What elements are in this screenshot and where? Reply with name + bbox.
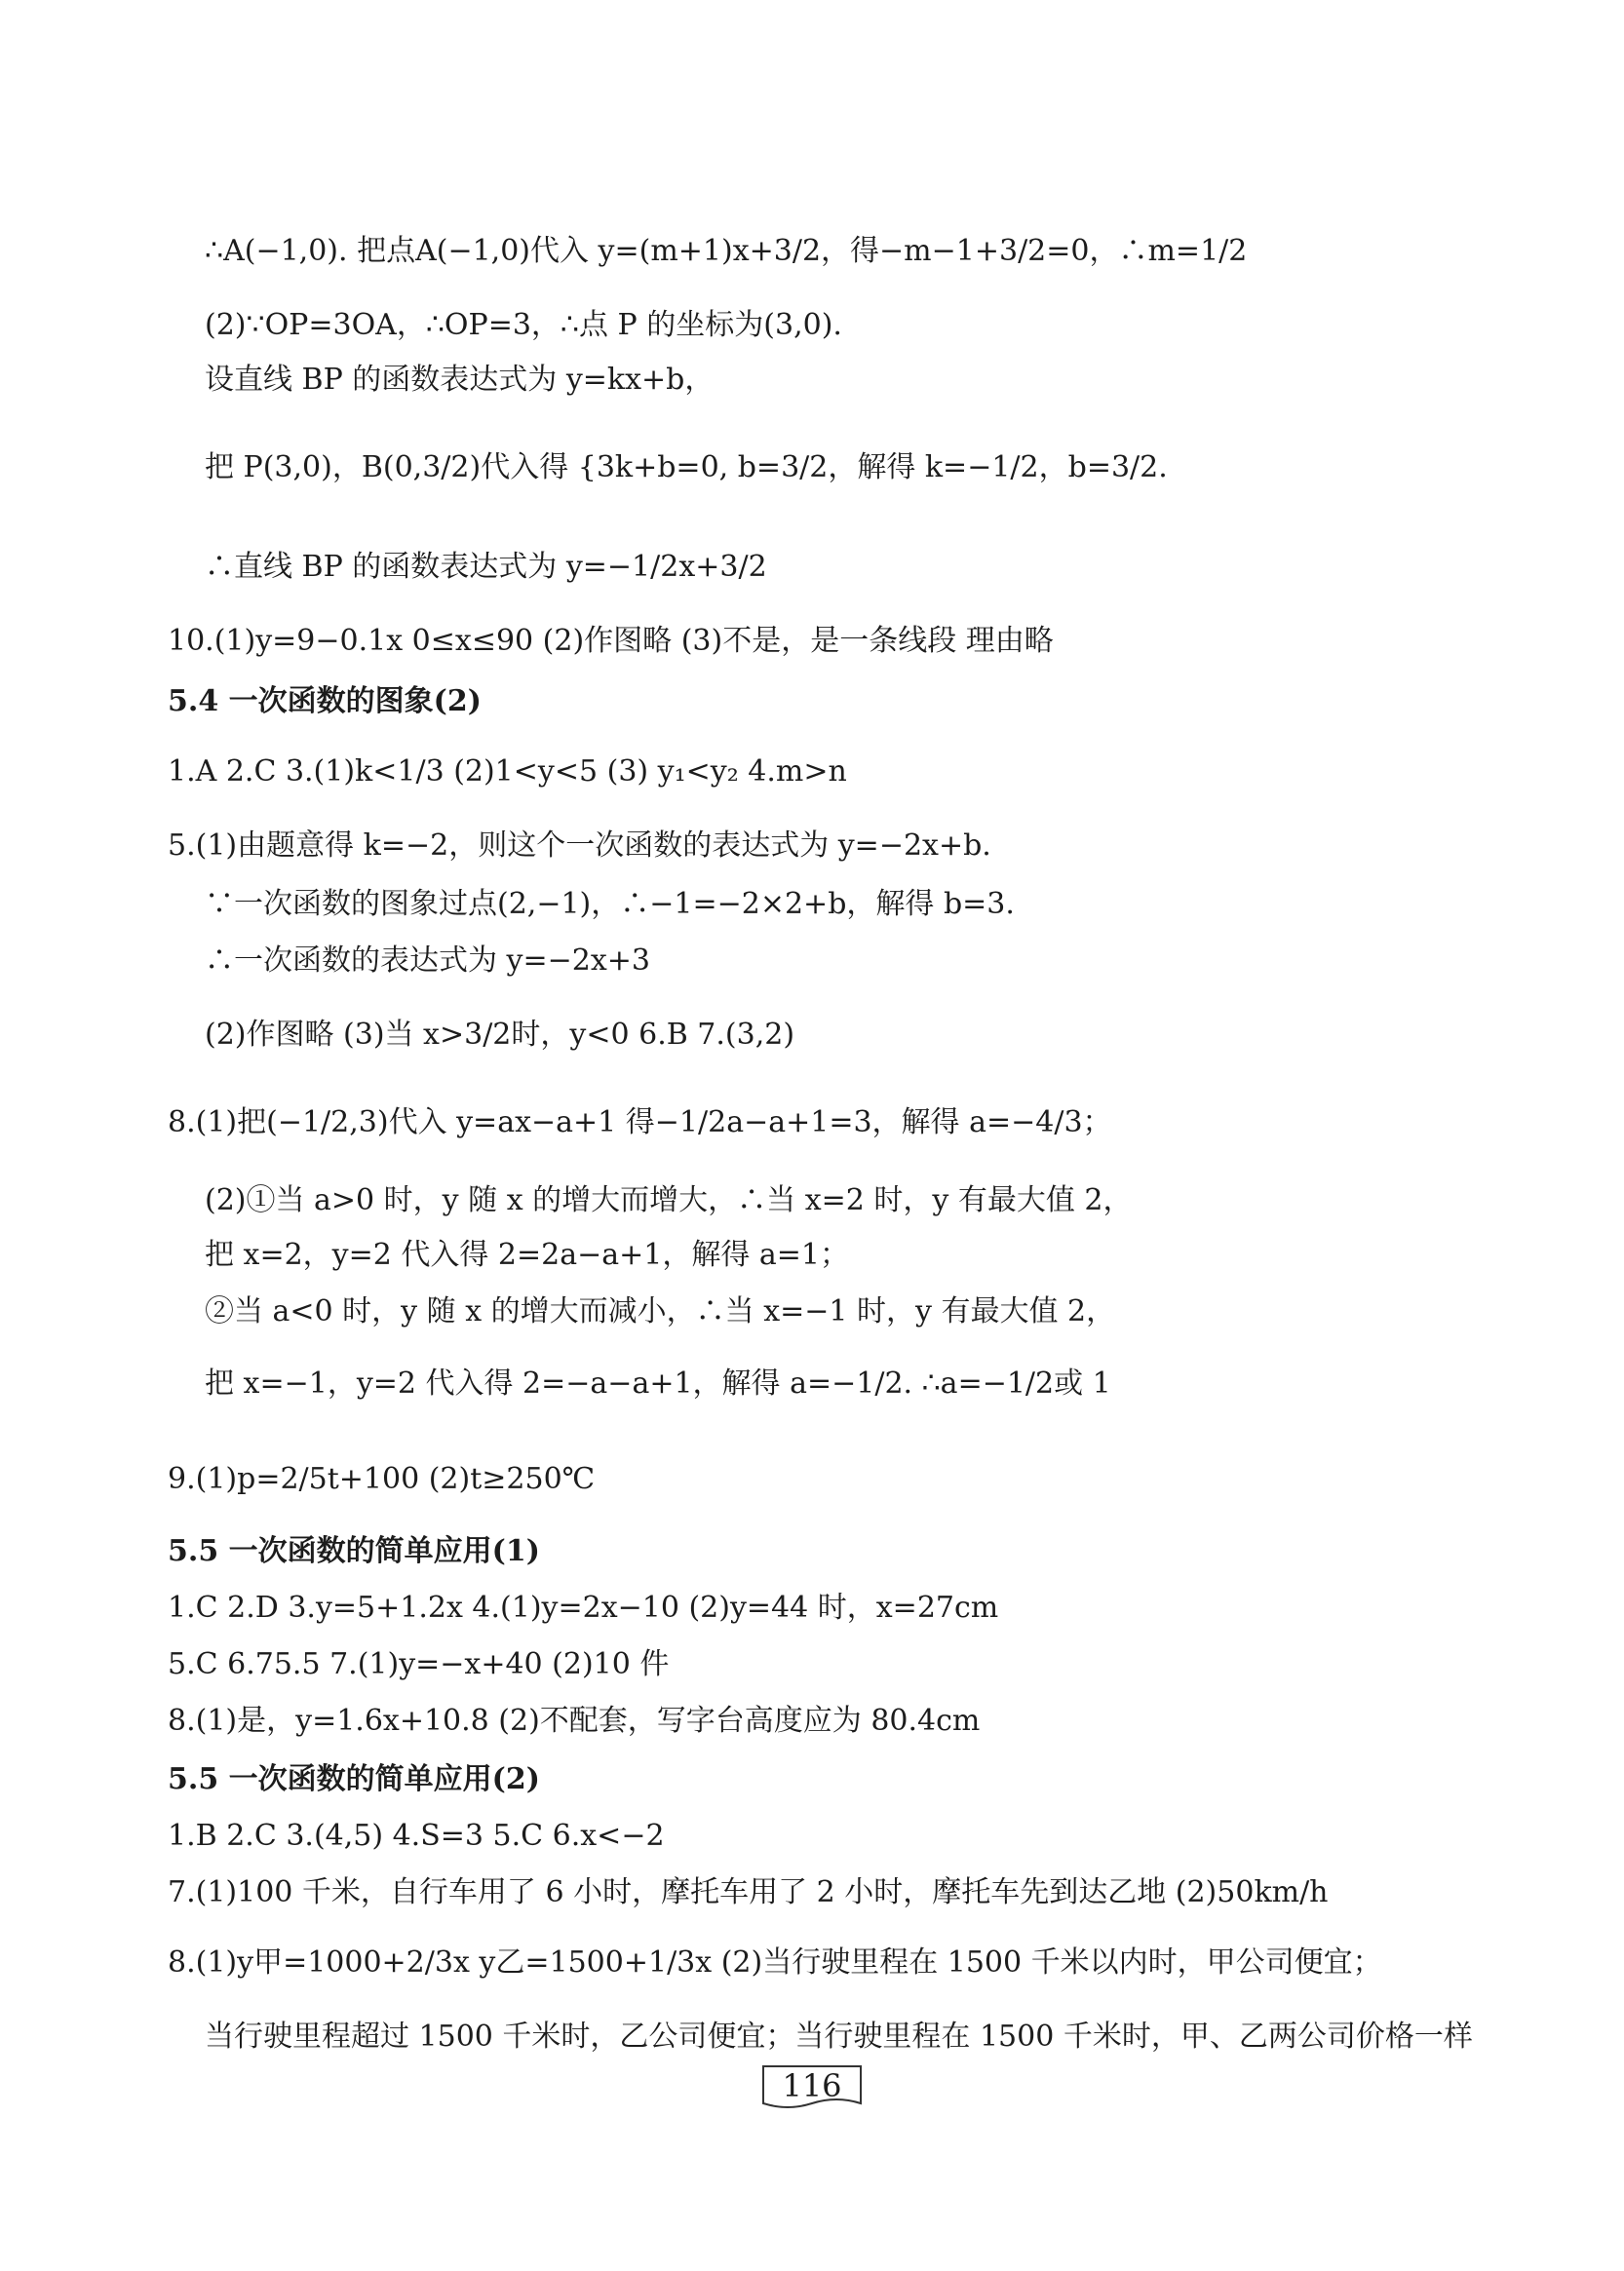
- page-number-text: 116: [782, 2067, 842, 2104]
- section-heading: 5.4 一次函数的图象(2): [168, 684, 482, 718]
- section-heading: 5.5 一次函数的简单应用(1): [168, 1534, 540, 1568]
- text-line: 5.(1)由题意得 k=−2，则这个一次函数的表达式为 y=−2x+b.: [168, 828, 991, 863]
- text-line: ∴直线 BP 的函数表达式为 y=−1/2x+3/2: [205, 550, 767, 584]
- text-line: 当行驶里程超过 1500 千米时，乙公司便宜；当行驶里程在 1500 千米时，甲、乙两公司价格一样: [205, 2020, 1473, 2054]
- text-line: (2)∵OP=3OA，∴OP=3，∴点 P 的坐标为(3,0).: [205, 308, 842, 342]
- text-line: 5.C 6.75.5 7.(1)y=−x+40 (2)10 件: [168, 1647, 670, 1681]
- text-line: 8.(1)是，y=1.6x+10.8 (2)不配套，写字台高度应为 80.4cm: [168, 1704, 981, 1738]
- text-line: 1.A 2.C 3.(1)k<1/3 (2)1<y<5 (3) y₁<y₂ 4.m>n: [168, 754, 847, 789]
- text-line: 把 P(3,0)，B(0,3/2)代入得 {3k+b=0, b=3/2，解得 k=−1/2，b=3/2.: [205, 450, 1168, 484]
- text-line: 把 x=2，y=2 代入得 2=2a−a+1，解得 a=1；: [205, 1238, 850, 1272]
- text-line: ∴A(−1,0). 把点A(−1,0)代入 y=(m+1)x+3/2，得−m−1+3/2=0，∴m=1/2: [205, 234, 1248, 268]
- text-line: 1.C 2.D 3.y=5+1.2x 4.(1)y=2x−10 (2)y=44 时，x=27cm: [168, 1591, 999, 1625]
- page-number: [754, 2059, 870, 2113]
- section-heading: 5.5 一次函数的简单应用(2): [168, 1762, 540, 1796]
- text-line: (2)①当 a>0 时，y 随 x 的增大而增大，∴当 x=2 时，y 有最大值 2，: [205, 1183, 1133, 1217]
- text-line: 8.(1)y甲=1000+2/3x y乙=1500+1/3x (2)当行驶里程在 1500 千米以内时，甲公司便宜；: [168, 1945, 1382, 1980]
- text-line: (2)作图略 (3)当 x>3/2时，y<0 6.B 7.(3,2): [205, 1018, 795, 1052]
- text-line: 10.(1)y=9−0.1x 0≤x≤90 (2)作图略 (3)不是，是一条线段 理由略: [168, 624, 1054, 658]
- text-line: 9.(1)p=2/5t+100 (2)t≥250℃: [168, 1462, 596, 1496]
- text-line: 8.(1)把(−1/2,3)代入 y=ax−a+1 得−1/2a−a+1=3，解得 a=−4/3；: [168, 1105, 1112, 1139]
- text-line: ∴一次函数的表达式为 y=−2x+3: [205, 943, 650, 978]
- text-line: 把 x=−1，y=2 代入得 2=−a−a+1，解得 a=−1/2. ∴a=−1/2或 1: [205, 1366, 1111, 1401]
- text-line: ∵一次函数的图象过点(2,−1)，∴−1=−2×2+b，解得 b=3.: [205, 887, 1015, 921]
- text-line: 设直线 BP 的函数表达式为 y=kx+b，: [205, 363, 715, 397]
- text-line: 1.B 2.C 3.(4,5) 4.S=3 5.C 6.x<−2: [168, 1819, 665, 1853]
- text-line: 7.(1)100 千米，自行车用了 6 小时，摩托车用了 2 小时，摩托车先到达乙地 (2)50km/h: [168, 1875, 1329, 1909]
- text-line: ②当 a<0 时，y 随 x 的增大而减小，∴当 x=−1 时，y 有最大值 2，: [205, 1294, 1116, 1328]
